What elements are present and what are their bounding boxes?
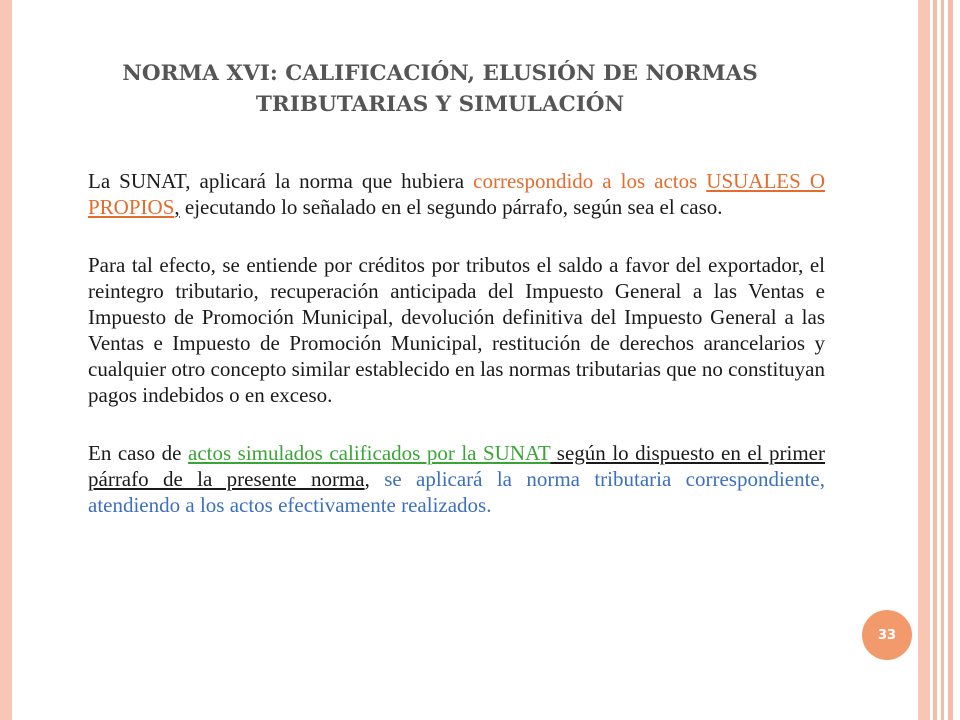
slide-body xyxy=(88,168,825,550)
right-frame-stripe xyxy=(948,0,953,720)
p1-text-b: ejecutando lo señalado en el segundo párrafo, según sea el caso. xyxy=(179,195,723,219)
p1-highlight: correspondido a los actos xyxy=(473,169,707,193)
paragraph-1 xyxy=(88,168,825,220)
right-frame-stripe xyxy=(941,0,944,720)
p3-conclusion: se aplicará la norma tributaria correspondiente, atendiendo a los actos efectivamente realizados. xyxy=(88,467,825,517)
slide-title-line1: NORMA XVI: CALIFICACIÓN, ELUSIÓN DE NORMAS xyxy=(122,61,758,86)
p3-comma: , xyxy=(364,467,385,491)
p3-segun-lo-dispuesto: según lo dispuesto en el primer párrafo de la presente norma xyxy=(88,441,825,491)
paragraph-3 xyxy=(88,440,825,518)
paragraph-2: Para tal efecto, se entiende por créditos por tributos el saldo a favor del exportador, el reintegro tributario, recuperación anticipada del Impuesto General a las Ventas e Impuesto de Promoción Municipal, devolución definitiva del Impuesto General a las Ventas e Impuesto de Promoción Municipal, restitución de derechos arancelarios y cualquier otro concepto similar establecido en las normas tributarias que no constituyan pagos indebidos o en exceso. xyxy=(88,253,825,407)
p1-comma: , xyxy=(174,195,180,219)
p3-actos-simulados: actos simulados calificados por la SUNAT xyxy=(188,441,551,465)
right-frame-bar xyxy=(918,0,930,720)
p3-text-a: En caso de xyxy=(88,441,189,465)
slide-title-line2: TRIBUTARIAS Y SIMULACIÓN xyxy=(255,92,625,117)
slide-title xyxy=(40,58,840,120)
p1-usuales-propios: USUALES O PROPIOS xyxy=(88,169,825,219)
left-frame-bar xyxy=(0,0,12,720)
slide-number-badge xyxy=(862,610,912,660)
p1-text-a: La SUNAT, aplicará la norma que hubiera xyxy=(88,169,474,193)
right-frame-stripe xyxy=(933,0,937,720)
slide-number: 33 xyxy=(877,627,897,643)
